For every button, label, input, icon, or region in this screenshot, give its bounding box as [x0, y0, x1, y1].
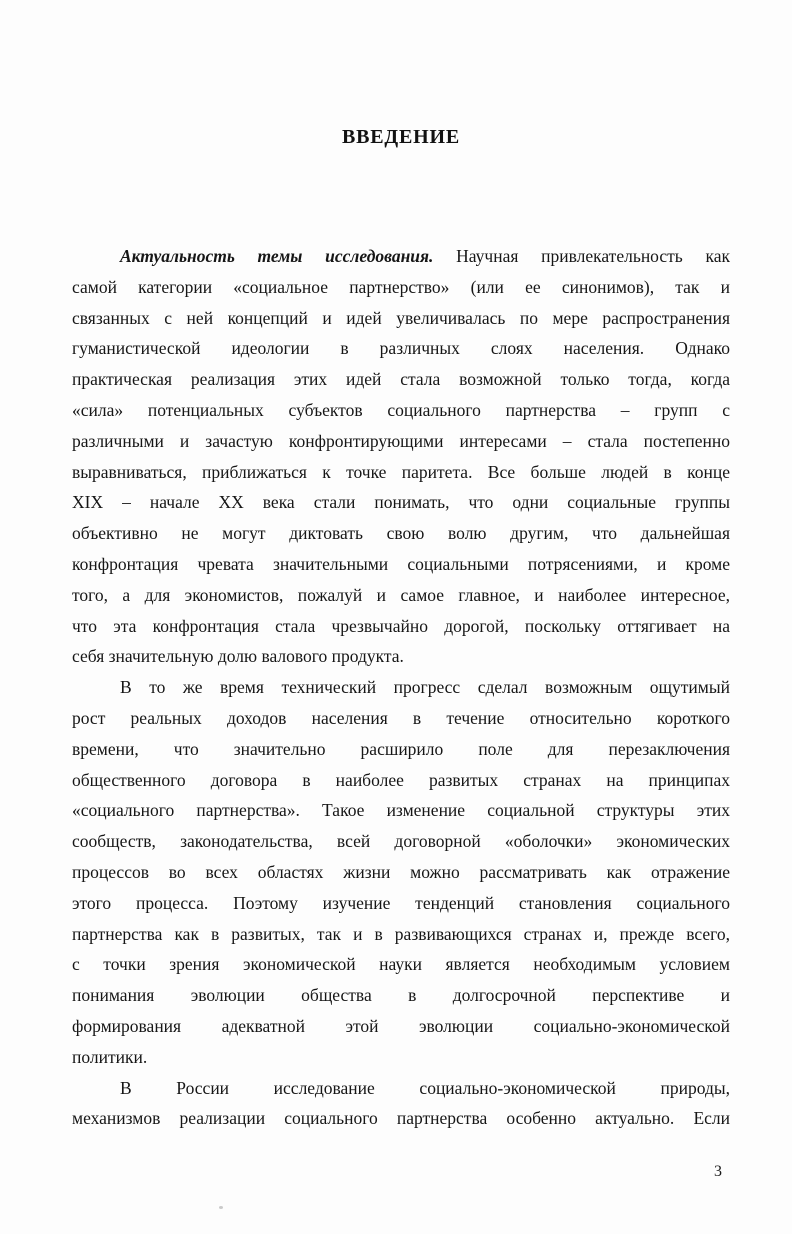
text-line: XIX – начале XX века стали понимать, что одни социальные группы — [72, 492, 730, 513]
text-line: выравниваться, приближаться к точке паритета. Все больше людей в конце — [72, 461, 730, 482]
text-line: этого процесса. Поэтому изучение тенденций становления социального — [72, 892, 730, 913]
text-line: политики. — [72, 1046, 148, 1067]
text-line: партнерства как в развитых, так и в развивающихся странах и, прежде всего, — [72, 923, 730, 944]
text-line: гуманистической идеологии в различных слоях населения. Однако — [72, 338, 730, 359]
text-line: процессов во всех областях жизни можно рассматривать как отражение — [72, 861, 730, 882]
text-line: понимания эволюции общества в долгосрочной перспективе и — [72, 985, 730, 1006]
text-line: общественного договора в наиболее развитых странах на принципах — [72, 769, 730, 790]
text-line: В России исследование социально-экономической природы, — [120, 1077, 730, 1098]
text-line: различными и зачастую конфронтирующими интересами – стала постепенно — [72, 430, 730, 451]
text-line: механизмов реализации социального партнерства особенно актуально. Если — [72, 1108, 730, 1129]
text-line: сообществ, законодательства, всей договорной «оболочки» экономических — [72, 831, 730, 852]
text-line: с точки зрения экономической науки является необходимым условием — [72, 954, 730, 975]
scan-artifact-dot — [219, 1206, 223, 1209]
text-line: В то же время технический прогресс сделал возможным ощутимый — [120, 677, 730, 698]
text-line: практическая реализация этих идей стала возможной только тогда, когда — [72, 369, 730, 390]
text-line: рост реальных доходов населения в течение относительно короткого — [72, 707, 730, 728]
text-line: объективно не могут диктовать свою волю другим, что дальнейшая — [72, 523, 730, 544]
text-line: что эта конфронтация стала чрезвычайно дорогой, поскольку оттягивает на — [72, 615, 730, 636]
text-line: «социального партнерства». Такое изменение социальной структуры этих — [72, 800, 730, 821]
page-title: ВВЕДЕНИЕ — [342, 126, 460, 148]
text-line: себя значительную долю валового продукта. — [72, 646, 404, 667]
text-line: времени, что значительно расширило поле для перезаключения — [72, 738, 730, 759]
paragraph-text: Научная привлекательность как — [433, 246, 730, 266]
text-line: того, а для экономистов, пожалуй и самое главное, и наиболее интересное, — [72, 584, 730, 605]
text-line: конфронтация чревата значительными социальными потрясениями, и кроме — [72, 553, 730, 574]
paragraph-lead: Актуальность темы исследования. — [120, 246, 434, 266]
page-number: 3 — [714, 1163, 722, 1180]
text-line: «сила» потенциальных субъектов социального партнерства – групп с — [72, 399, 730, 420]
text-line: самой категории «социальное партнерство» (или ее синонимов), так и — [72, 276, 730, 297]
text-line: формирования адекватной этой эволюции социально-экономической — [72, 1015, 730, 1036]
text-line: связанных с ней концепций и идей увеличивалась по мере распространения — [72, 307, 730, 328]
document-body — [72, 241, 730, 1134]
text-line — [72, 241, 730, 272]
